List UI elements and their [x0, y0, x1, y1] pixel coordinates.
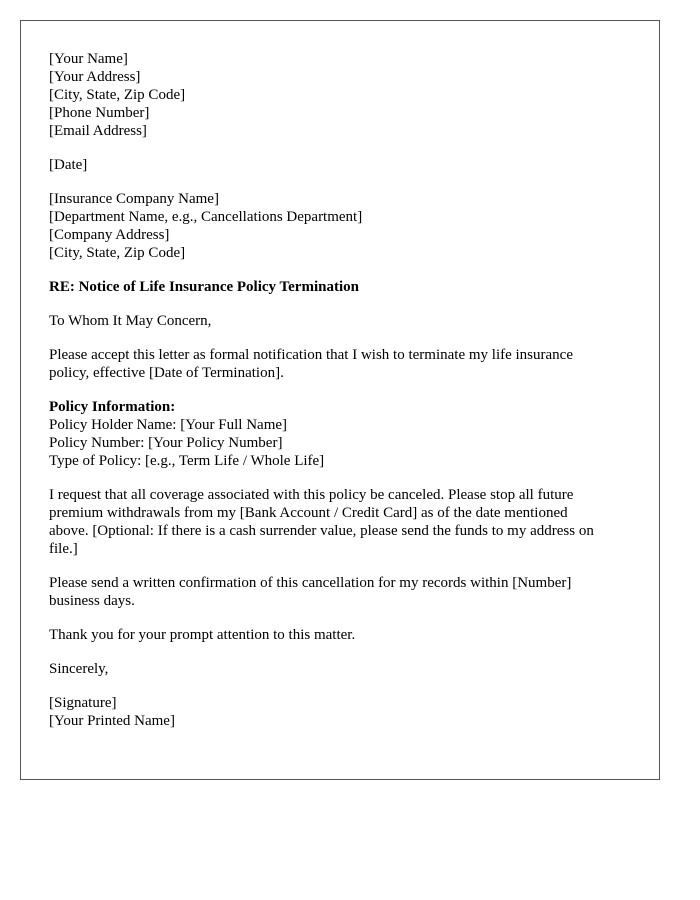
- sender-block: [49, 50, 631, 140]
- thanks-text: Thank you for your prompt attention to this matter.: [49, 627, 356, 643]
- signature-block: [49, 694, 631, 730]
- signature-placeholder: [Signature]: [49, 695, 117, 711]
- request-line: I request that all coverage associated with this policy be canceled. Please stop all future: [49, 487, 574, 503]
- sender-name: [Your Name]: [49, 51, 128, 67]
- recipient-company: [Insurance Company Name]: [49, 191, 219, 207]
- policy-holder-name: Policy Holder Name: [Your Full Name]: [49, 417, 288, 433]
- confirmation-line: Please send a written confirmation of this cancellation for my records within [Number]: [49, 575, 572, 591]
- closing: [49, 660, 631, 678]
- sender-phone: [Phone Number]: [49, 105, 150, 121]
- salutation-text: To Whom It May Concern,: [49, 313, 212, 329]
- policy-info-heading: Policy Information:: [49, 399, 176, 415]
- recipient-city-state-zip: [City, State, Zip Code]: [49, 245, 186, 261]
- letter-date: [Date]: [49, 157, 88, 173]
- salutation: [49, 312, 631, 330]
- recipient-block: [49, 190, 631, 262]
- request-line: above. [Optional: If there is a cash surrender value, please send the funds to my address on: [49, 523, 594, 539]
- intro-paragraph: [49, 346, 631, 382]
- letter-page: [20, 20, 660, 780]
- date-block: [49, 156, 631, 174]
- thanks-paragraph: [49, 626, 631, 644]
- request-line: file.]: [49, 541, 78, 557]
- subject-line: [49, 278, 631, 296]
- subject-text: RE: Notice of Life Insurance Policy Termination: [49, 279, 359, 295]
- recipient-address: [Company Address]: [49, 227, 170, 243]
- policy-number: Policy Number: [Your Policy Number]: [49, 435, 283, 451]
- intro-line: policy, effective [Date of Termination].: [49, 365, 284, 381]
- sender-address: [Your Address]: [49, 69, 141, 85]
- policy-info-block: [49, 398, 631, 470]
- intro-line: Please accept this letter as formal notification that I wish to terminate my life insurance: [49, 347, 573, 363]
- request-paragraph: [49, 486, 631, 558]
- closing-text: Sincerely,: [49, 661, 109, 677]
- confirmation-line: business days.: [49, 593, 135, 609]
- confirmation-paragraph: [49, 574, 631, 610]
- recipient-department: [Department Name, e.g., Cancellations Department]: [49, 209, 363, 225]
- request-line: premium withdrawals from my [Bank Account / Credit Card] as of the date mentioned: [49, 505, 568, 521]
- printed-name: [Your Printed Name]: [49, 713, 175, 729]
- policy-type: Type of Policy: [e.g., Term Life / Whole Life]: [49, 453, 325, 469]
- sender-email: [Email Address]: [49, 123, 147, 139]
- sender-city-state-zip: [City, State, Zip Code]: [49, 87, 186, 103]
